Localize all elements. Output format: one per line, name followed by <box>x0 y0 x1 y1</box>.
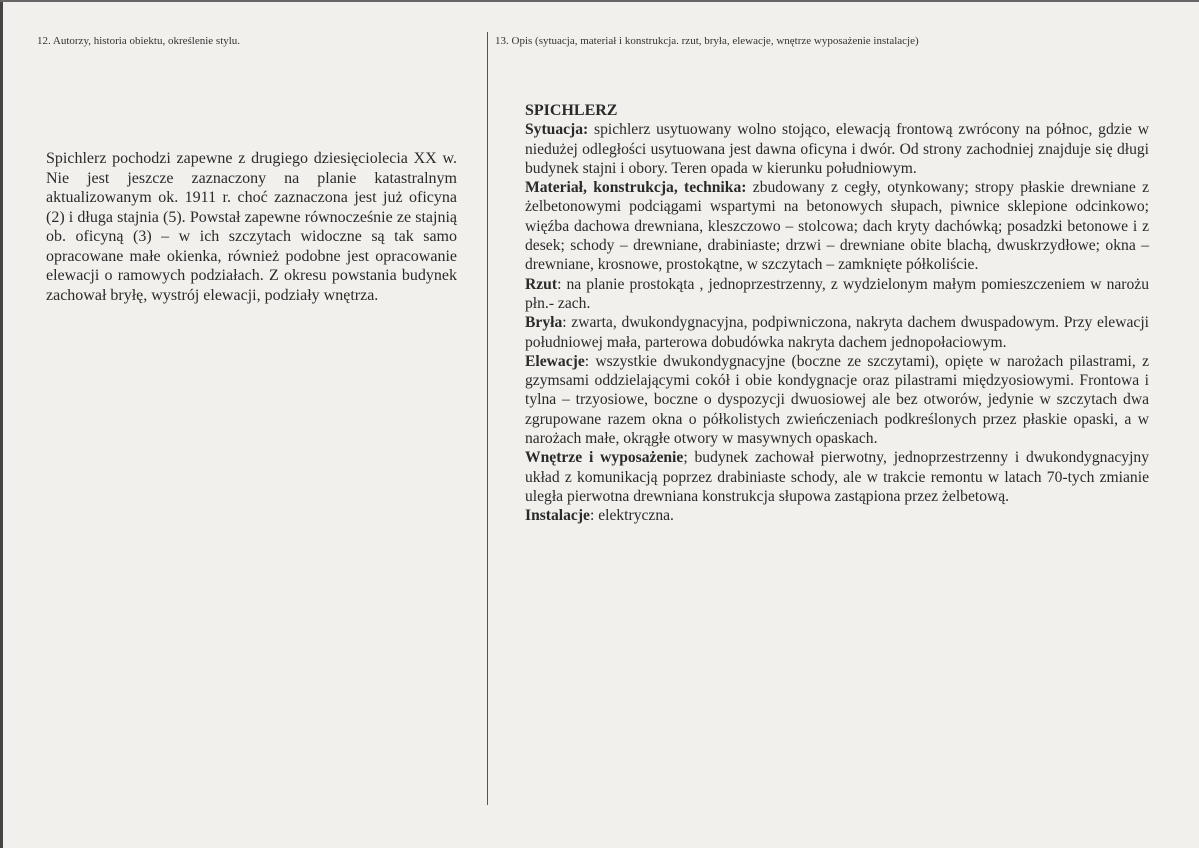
section-sytuacja <box>525 120 1149 178</box>
text: spichlerz usytuowany wolno stojąco, elewacją frontową zwrócony na północ, gdzie w niedużej odległości usytuowana jest dawna oficyna i dwór. Od strony zachodniej znajduje się długi budynek stajni i obory. Teren opada w kierunku południowym. <box>525 121 1149 177</box>
label: Materiał, konstrukcja, technika: <box>525 179 747 197</box>
section-12-header: 12. Autorzy, historia obiektu, określenie stylu. <box>37 35 241 47</box>
label: Instalacje <box>525 507 590 525</box>
label: Sytuacja: <box>525 121 589 139</box>
label: Rzut <box>525 275 558 293</box>
object-title: SPICHLERZ <box>525 102 618 119</box>
section-material <box>525 178 1149 274</box>
section-13-header: 13. Opis (sytuacja, materiał i konstrukcja. rzut, bryła, elewacje, wnętrze wyposażenie instalacje) <box>495 35 919 47</box>
text: : elektryczna. <box>589 507 674 525</box>
text: zbudowany z cegły, otynkowany; stropy płaskie drewniane z żelbetonowymi podciągami wspartymi na betonowych słupach, piwnice sklepione odcinkowo; więźba dachowa drewniana, kleszczowo – stolcowa; dach kryty dachówką; posadzki betonowe i z desek; schody – drewniane, drabiniaste; drzwi – drewniane obite blachą, dwuskrzydłowe; okna – drewniane, krosnowe, prostokątne, w szczytach – zamknięte półkoliście. <box>525 179 1150 274</box>
section-elewacje <box>525 352 1149 448</box>
description-block <box>525 101 1149 526</box>
history-text: Spichlerz pochodzi zapewne z drugiego dziesięciolecia XX w. Nie jest jeszcze zaznaczony na planie katastralnym aktualizowanym ok. 1911 r. choć zaznaczona jest już oficyna (2) i długa stajnia (5). Powstał zapewne równocześnie ze stajnią ob. oficyną (3) – w ich szczytach widoczne są tak samo opracowane małe okienka, również podobne jest opracowanie elewacji o ramowych podziałach. Z okresu powstania budynek zachował bryłę, wystrój elewacji, podziały wnętrza. <box>46 150 457 304</box>
text: : na planie prostokąta , jednoprzestrzenny, z wydzielonym małym pomieszczeniem w narożu płn.- zach. <box>525 275 1149 312</box>
section-bryla <box>525 313 1149 352</box>
section-instalacje <box>525 506 1149 525</box>
label: Wnętrze i wyposażenie <box>525 449 684 467</box>
column-divider <box>487 32 488 805</box>
section-rzut <box>525 275 1149 314</box>
text: : zwarta, dwukondygnacyjna, podpiwniczona, nakryta dachem dwuspadowym. Przy elewacji południowej mała, parterowa dobudówka nakryta dachem jednopołaciowym. <box>525 314 1149 351</box>
scan-edge <box>0 0 3 848</box>
section-wnetrze <box>525 448 1149 506</box>
label: Bryła <box>525 314 563 332</box>
text: : wszystkie dwukondygnacyjne (boczne ze szczytami), opięte w narożach pilastrami, z gzymsami oddzielającymi cokół i obie kondygnacje oraz pilastrami międzyosiowymi. Frontowa i tylna – trzyosiowe, boczne o dyspozycji dwuosiowej ale bez otworów, jedynie w szczytach dwa zgrupowane razem okna o półkolistych zwieńczeniach podkreślonych przez płaskie opaski, a w narożach małe, okrągłe otwory w masywnych opaskach. <box>525 352 1149 448</box>
text: ; budynek zachował pierwotny, jednoprzestrzenny i dwukondygnacyjny układ z komunikacją poprzez drabiniaste schody, ale w trakcie remontu w latach 70-tych zmianie uległa pierwotna drewniana konstrukcja słupowa zastąpiona przez żelbetową. <box>525 449 1150 505</box>
label: Elewacje <box>525 352 585 370</box>
scan-top-edge <box>0 0 1199 2</box>
